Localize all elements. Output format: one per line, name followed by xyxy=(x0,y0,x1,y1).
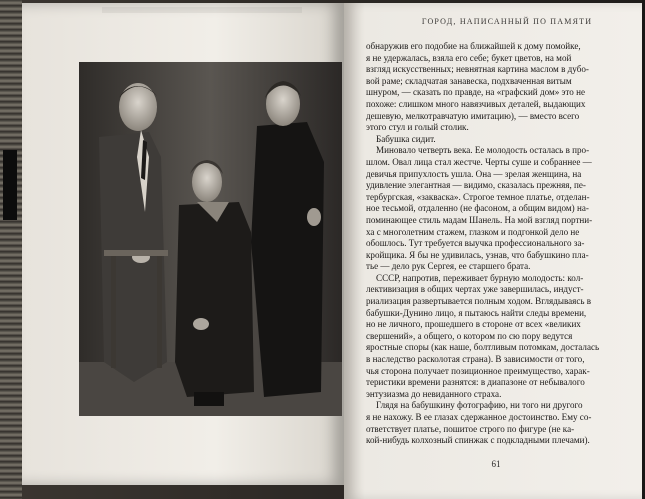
text-line: Миновало четверть века. Ее молодость осталась в про- xyxy=(376,145,590,156)
text-line: дешевую, мелкотравчатую имитацию), — вместо всего xyxy=(366,110,580,121)
text-line: энтузиазма до невиданного страха. xyxy=(366,388,502,399)
text-line: бабушки-Дунино лицо, я пытаюсь найти следы времени, xyxy=(366,307,587,318)
text-line: ное тесьмой, отдаленно (не фасоном, а общим видом) на- xyxy=(366,203,589,214)
running-head: ГОРОД, НАПИСАННЫЙ ПО ПАМЯТИ xyxy=(421,17,593,26)
photo-icon xyxy=(79,62,342,416)
text-line: теристики времени разнятся: в диапазоне от небывалого xyxy=(366,377,585,388)
text-line: шлом. Овал лица стал жестче. Черты суше и собраннее — xyxy=(366,156,592,167)
text-line: похоже: слишком много навязчивых деталей, выдающих xyxy=(366,98,586,109)
text-line: тье — дело рук Сергея, ее старшего брата. xyxy=(366,261,531,272)
text-line: яростные споры (как наше, болтливым потомкам, досталась xyxy=(366,342,600,353)
text-line: риализация развертывается полным ходом. Вглядываясь в xyxy=(366,296,592,307)
text-line: шнуром, — сказать по правде, на «графский дом» это не xyxy=(366,87,586,98)
left-page xyxy=(22,3,344,485)
text-line: девичья припухлость ушла. Она — зрелая женщина, на xyxy=(366,168,582,179)
text-line: обнаружив его подобие на ближайшей к дому помойке, xyxy=(366,41,581,51)
page-edges xyxy=(0,0,22,499)
text-line: в наследство расколотая страна). В зависимости от того, xyxy=(366,354,585,365)
bleed-through-text xyxy=(102,7,302,13)
text-line: вой раме; складчатая занавеска, подхваченная витым xyxy=(366,75,572,86)
text-line: лективизация в общих чертах уже завершилась, индуст- xyxy=(366,284,584,295)
text-line: я не нахожу. В ее глазах сдержанное достоинство. Ему со- xyxy=(366,412,592,422)
text-line: ответствует платье, пошитое строго по фигуре (не ка- xyxy=(366,423,575,434)
page-number: 61 xyxy=(491,459,501,469)
text-line: поминающее стиль мадам Шанель. На мой взгляд портни- xyxy=(366,214,593,225)
text-line: кой-нибудь колхозный спинжак с подкладными плечами). xyxy=(366,435,590,446)
spine-mark xyxy=(3,150,17,220)
text-line: но не личного, прошедшего в стороне от всех «великих xyxy=(366,319,581,330)
text-line: тербургская, «закваска». Строгое темное платье, отделан- xyxy=(366,191,590,202)
text-line: чья сторона получает позиционное преимущество, харак- xyxy=(366,365,590,376)
text-line: свершений», а общего, о котором по сю пору ведутся xyxy=(366,330,573,341)
text-line: взгляд искусственных; невнятная картина маслом в дубо- xyxy=(366,64,589,75)
text-line: удивление элегантная — видимо, сказалась прежняя, пе- xyxy=(366,180,586,191)
text-line: этого стул и голый столик. xyxy=(366,122,469,133)
text-line: Глядя на бабушкину фотографию, ни того ни другого xyxy=(376,400,583,411)
text-line: обошлось. Тут требуется выучка профессионального за- xyxy=(366,238,585,249)
text-line: кройщика. Я бы не удивилась, узнав, что бабушкино пла- xyxy=(366,249,589,260)
body-text xyxy=(366,41,632,447)
text-line: Бабушка сидит. xyxy=(376,133,436,144)
text-line: я не удержалась, взяла его себе; букет цветов, на мой xyxy=(366,52,572,63)
text-line: СССР, напротив, переживает бурную молодость: кол- xyxy=(376,272,584,283)
text-line: ха с многолетним стажем, глазком и подгонкой дело не xyxy=(366,226,580,237)
right-page xyxy=(344,3,642,499)
